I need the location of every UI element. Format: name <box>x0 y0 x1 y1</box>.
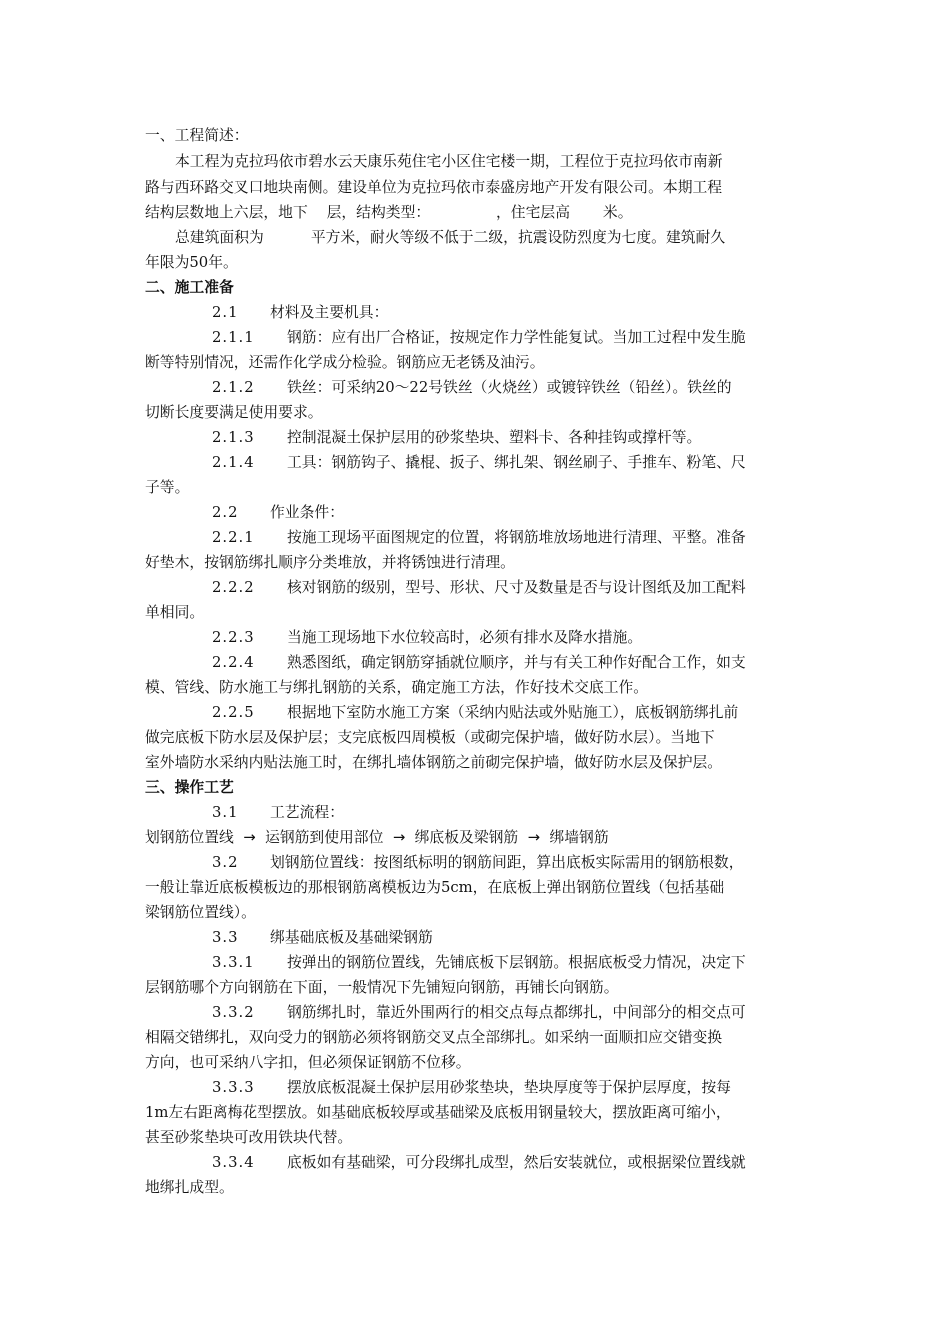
item-text-3-2-line-2: 一般让靠近底板模板边的那根钢筋离模板边为5cm，在底板上弹出钢筋位置线（包括基础 <box>145 879 725 896</box>
item-text-2-2-4-line-2: 模、管线、防水施工与绑扎钢筋的关系，确定施工方法，作好技术交底工作。 <box>145 679 649 696</box>
item-text-2-2-1-line-1: 按施工现场平面图规定的位置，将钢筋堆放场地进行清理、平整。准备 <box>287 529 746 546</box>
item-number-3-3: 3.3 <box>212 929 239 946</box>
item-text-3-3-4-line-2: 地绑扎成型。 <box>145 1179 234 1196</box>
section-2-heading: 二、施工准备 <box>145 279 234 296</box>
section-3-heading: 三、操作工艺 <box>145 779 234 796</box>
flow-step-1: 划钢筋位置线 <box>145 829 234 846</box>
item-title-2-2: 作业条件： <box>270 504 344 521</box>
item-number-3-1: 3.1 <box>212 804 239 821</box>
item-text-2-2-5-line-1: 根据地下室防水施工方案（采纳内贴法或外贴施工），底板钢筋绑扎前 <box>287 704 739 721</box>
item-number-3-3-1: 3.3.1 <box>212 954 255 971</box>
item-number-2-2-4: 2.2.4 <box>212 654 255 671</box>
item-text-3-3-3-line-1: 摆放底板混凝土保护层用砂浆垫块，垫块厚度等于保护层厚度，按每 <box>287 1079 731 1096</box>
item-text-2-2-1-line-2: 好垫木，按钢筋绑扎顺序分类堆放，并将锈蚀进行清理。 <box>145 554 515 571</box>
s1-p1-line-3: 结构层数地上六层，地下 层，结构类型： ，住宅层高 米。 <box>145 204 633 221</box>
item-text-2-1-4-line-2: 子等。 <box>145 479 190 496</box>
item-number-2-2-2: 2.2.2 <box>212 579 255 596</box>
item-text-2-1-3: 控制混凝土保护层用的砂浆垫块、塑料卡、各种挂钩或撑杆等。 <box>287 429 702 446</box>
item-number-3-2: 3.2 <box>212 854 239 871</box>
arrow-right-icon: → <box>383 829 415 846</box>
item-text-2-1-2-line-1: 铁丝：可采纳20～22号铁丝（火烧丝）或镀锌铁丝（铅丝）。铁丝的 <box>287 379 732 396</box>
item-text-3-3-4-line-1: 底板如有基础梁，可分段绑扎成型，然后安装就位，或根据梁位置线就 <box>287 1154 746 1171</box>
item-text-3-3-2-line-2: 相隔交错绑扎，双向受力的钢筋必须将钢筋交叉点全部绑扎。如采纳一面顺扣应交错变换 <box>145 1029 723 1046</box>
item-text-2-2-2-line-1: 核对钢筋的级别，型号、形状、尺寸及数量是否与设计图纸及加工配料 <box>287 579 746 596</box>
flow-step-4: 绑墙钢筋 <box>549 829 609 846</box>
item-number-2-1: 2.1 <box>212 304 239 321</box>
item-text-2-2-4-line-1: 熟悉图纸，确定钢筋穿插就位顺序，并与有关工种作好配合工作，如支 <box>287 654 746 671</box>
item-text-2-2-5-line-3: 室外墙防水采纳内贴法施工时，在绑扎墙体钢筋之前砌完保护墙，做好防水层及保护层。 <box>145 754 723 771</box>
flow-step-2: 运钢筋到使用部位 <box>265 829 384 846</box>
item-text-2-2-3: 当施工现场地下水位较高时，必须有排水及降水措施。 <box>287 629 643 646</box>
arrow-right-icon: → <box>233 829 266 846</box>
item-title-2-1: 材料及主要机具： <box>270 304 389 321</box>
item-text-3-2-line-1: 划钢筋位置线：按图纸标明的钢筋间距，算出底板实际需用的钢筋根数， <box>270 854 744 871</box>
item-text-3-3-3-line-3: 甚至砂浆垫块可改用铁块代替。 <box>145 1129 353 1146</box>
item-text-2-1-2-line-2: 切断长度要满足使用要求。 <box>145 404 323 421</box>
item-text-2-1-1-line-1: 钢筋：应有出厂合格证，按规定作力学性能复试。当加工过程中发生脆 <box>287 329 746 346</box>
item-text-2-1-4-line-1: 工具：钢筋钩子、撬棍、扳子、绑扎架、钢丝刷子、手推车、粉笔、尺 <box>287 454 746 471</box>
item-number-2-2-3: 2.2.3 <box>212 629 255 646</box>
item-number-2-1-1: 2.1.1 <box>212 329 255 346</box>
item-title-3-3: 绑基础底板及基础梁钢筋 <box>270 929 433 946</box>
item-number-3-3-4: 3.3.4 <box>212 1154 255 1171</box>
s1-p2-line-1: 总建筑面积为 平方米，耐火等级不低于二级，抗震设防烈度为七度。建筑耐久 <box>175 229 726 246</box>
item-number-2-1-4: 2.1.4 <box>212 454 255 471</box>
item-title-3-1: 工艺流程： <box>270 804 344 821</box>
item-text-2-2-5-line-2: 做完底板下防水层及保护层；支完底板四周模板（或砌完保护墙，做好防水层）。当地下 <box>145 729 715 746</box>
item-text-2-2-2-line-2: 单相同。 <box>145 604 205 621</box>
item-number-2-2-1: 2.2.1 <box>212 529 255 546</box>
item-text-3-3-3-line-2: 1m左右距离梅花型摆放。如基础底板较厚或基础梁及底板用钢量较大，摆放距离可缩小， <box>145 1104 731 1121</box>
item-text-3-2-line-3: 梁钢筋位置线）。 <box>145 904 256 921</box>
item-text-3-3-1-line-1: 按弹出的钢筋位置线，先铺底板下层钢筋。根据底板受力情况，决定下 <box>287 954 746 971</box>
s1-p2-line-2: 年限为50年。 <box>145 254 238 271</box>
s1-p1-line-1: 本工程为克拉玛依市碧水云天康乐苑住宅小区住宅楼一期，工程位于克拉玛依市南新 <box>175 153 723 170</box>
item-number-3-3-2: 3.3.2 <box>212 1004 255 1021</box>
item-text-2-1-1-line-2: 断等特别情况，还需作化学成分检验。钢筋应无老锈及油污。 <box>145 354 545 371</box>
item-number-2-1-2: 2.1.2 <box>212 379 255 396</box>
section-1-heading: 一、工程简述： <box>145 127 249 144</box>
item-text-3-3-2-line-3: 方向，也可采纳八字扣，但必须保证钢筋不位移。 <box>145 1054 471 1071</box>
item-number-3-3-3: 3.3.3 <box>212 1079 255 1096</box>
arrow-right-icon: → <box>518 829 550 846</box>
flow-step-3: 绑底板及梁钢筋 <box>414 829 519 846</box>
item-text-3-3-2-line-1: 钢筋绑扎时，靠近外围两行的相交点每点都绑扎，中间部分的相交点可 <box>287 1004 746 1021</box>
item-number-2-2-5: 2.2.5 <box>212 704 255 721</box>
process-flow <box>145 828 609 848</box>
item-text-3-3-1-line-2: 层钢筋哪个方向钢筋在下面，一般情况下先铺短向钢筋，再铺长向钢筋。 <box>145 979 619 996</box>
s1-p1-line-2: 路与西环路交叉口地块南侧。建设单位为克拉玛依市泰盛房地产开发有限公司。本期工程 <box>145 179 723 196</box>
item-number-2-1-3: 2.1.3 <box>212 429 255 446</box>
item-number-2-2: 2.2 <box>212 504 239 521</box>
